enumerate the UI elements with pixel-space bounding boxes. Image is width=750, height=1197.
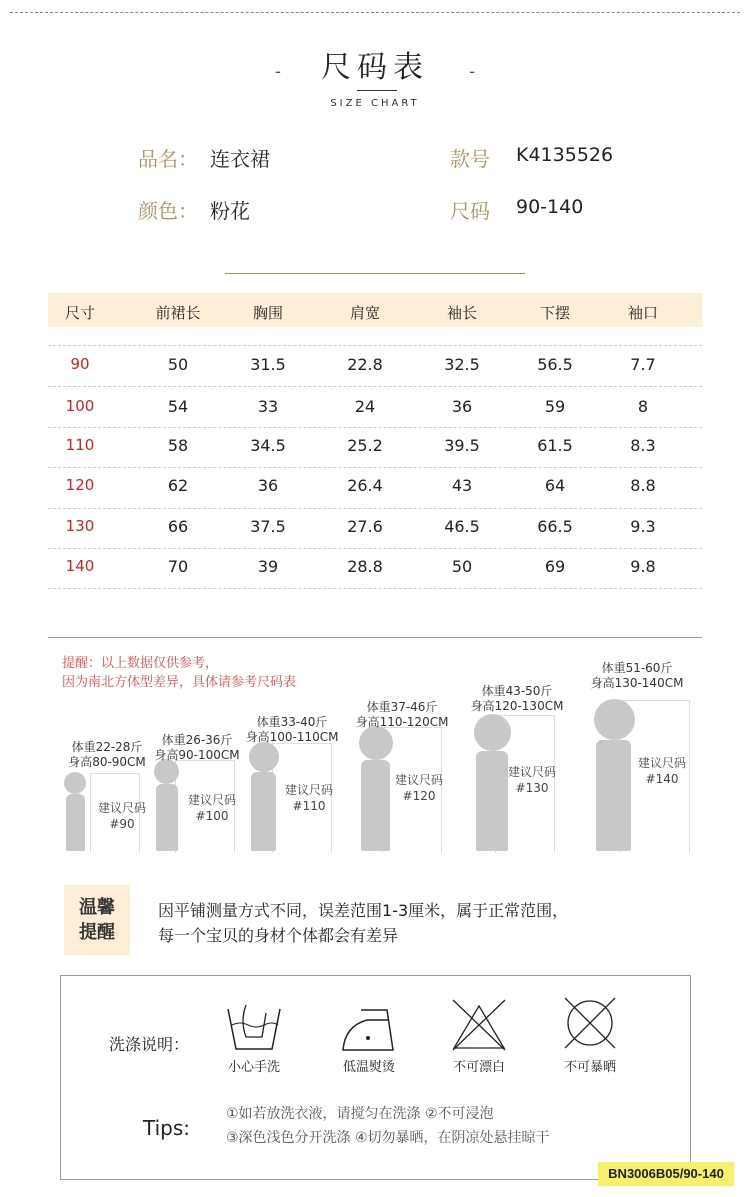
table-cell: 64 xyxy=(544,476,566,495)
height-range: 身高110-120CM xyxy=(355,715,449,729)
reminder-line: 因为南北方体型差异，具体请参考尺码表 xyxy=(62,675,297,690)
suggest-size: #120 xyxy=(402,788,436,803)
style-value: K4135526 xyxy=(516,144,614,166)
page-title xyxy=(0,42,750,86)
column-header: 尺寸 xyxy=(64,304,95,322)
row-separator xyxy=(48,386,702,387)
height-range: 身高90-100CM xyxy=(154,748,240,762)
child-silhouette-body xyxy=(66,794,85,851)
table-cell: 9.3 xyxy=(630,517,656,536)
height-range: 身高80-90CM xyxy=(68,755,146,769)
suggest-label: 建议尺码 xyxy=(187,793,236,808)
height-range: 身高120-130CM xyxy=(470,699,564,713)
size-cell: 100 xyxy=(65,397,95,415)
figure-stats xyxy=(347,700,457,730)
table-cell: 37.5 xyxy=(250,517,286,536)
column-header: 袖长 xyxy=(446,304,477,322)
care-label: 洗涤说明： xyxy=(109,1035,190,1054)
warm-label-line: 温馨 xyxy=(79,897,115,918)
suggested-size xyxy=(274,782,344,814)
weight-range: 体重43-50斤 xyxy=(481,684,553,698)
care-icon-label: 低温熨烫 xyxy=(342,1060,395,1075)
reminder-line: 提醒：以上数据仅供参考， xyxy=(62,656,219,671)
suggested-size xyxy=(622,755,702,787)
no-sun-dry-icon xyxy=(563,996,617,1050)
column-header: 前裙长 xyxy=(155,304,201,322)
table-cell: 8.8 xyxy=(630,476,656,495)
table-cell: 58 xyxy=(167,436,189,455)
figure-stats xyxy=(462,684,572,714)
row-separator xyxy=(48,345,702,346)
table-cell: 70 xyxy=(167,557,189,576)
child-silhouette-head xyxy=(359,726,393,760)
table-cell: 24 xyxy=(354,397,376,416)
suggest-size: #100 xyxy=(195,809,229,824)
height-range: 身高130-140CM xyxy=(590,676,684,690)
style-label: 款号 xyxy=(450,147,490,171)
top-divider xyxy=(10,12,740,13)
suggest-label: 建议尺码 xyxy=(284,782,333,797)
warm-reminder-text xyxy=(158,898,568,948)
title-underline xyxy=(357,90,397,91)
warm-line: 因平铺测量方式不同，误差范围1-3厘米，属于正常范围， xyxy=(158,901,569,920)
column-header: 下摆 xyxy=(539,304,570,322)
warm-line: 每一个宝贝的身材个体都会有差异 xyxy=(158,926,399,945)
table-cell: 36 xyxy=(257,476,279,495)
size-cell: 110 xyxy=(65,436,95,454)
table-cell: 61.5 xyxy=(537,436,573,455)
title-dash: - xyxy=(274,61,281,82)
table-cell: 39.5 xyxy=(444,436,480,455)
height-range: 身高100-110CM xyxy=(245,730,339,744)
row-separator xyxy=(48,508,702,509)
table-cell: 9.8 xyxy=(630,557,656,576)
table-cell: 50 xyxy=(167,355,189,374)
weight-range: 体重37-46斤 xyxy=(366,700,438,714)
child-silhouette-body xyxy=(251,772,276,851)
warm-label-line: 提醒 xyxy=(79,922,115,943)
size-cell: 120 xyxy=(65,476,95,494)
figure-stats xyxy=(142,733,252,763)
no-bleach-icon xyxy=(451,998,507,1052)
table-cell: 28.8 xyxy=(347,557,383,576)
product-code-sticker: BN3006B05/90-140 xyxy=(598,1162,734,1186)
child-silhouette-head xyxy=(594,699,635,740)
table-cell: 66.5 xyxy=(537,517,573,536)
name-value: 连衣裙 xyxy=(210,147,270,171)
divider xyxy=(225,273,525,274)
row-separator xyxy=(48,588,702,589)
warm-reminder-label xyxy=(64,885,130,955)
care-icon-label: 不可漂白 xyxy=(452,1060,505,1075)
suggest-size: #130 xyxy=(515,781,549,796)
table-bottom-line xyxy=(48,637,702,638)
child-silhouette-head xyxy=(249,742,279,772)
table-cell: 59 xyxy=(544,397,566,416)
hand-wash-icon xyxy=(226,1001,282,1053)
table-cell: 66 xyxy=(167,517,189,536)
suggest-label: 建议尺码 xyxy=(637,756,686,771)
weight-range: 体重33-40斤 xyxy=(256,715,328,729)
table-cell: 62 xyxy=(167,476,189,495)
tips-text xyxy=(226,1102,550,1150)
table-cell: 22.8 xyxy=(347,355,383,374)
table-cell: 8 xyxy=(637,397,649,416)
tip-line: ①如若放洗衣液，请搅匀在洗涤 ②不可浸泡 xyxy=(226,1106,494,1122)
column-header: 肩宽 xyxy=(349,304,380,322)
table-cell: 7.7 xyxy=(630,355,656,374)
suggested-size xyxy=(177,792,247,824)
size-value: 90-140 xyxy=(516,196,584,218)
child-silhouette-body xyxy=(156,784,178,851)
care-box xyxy=(60,975,691,1180)
suggest-size: #110 xyxy=(292,798,326,813)
low-iron-icon xyxy=(341,1006,397,1052)
column-header: 胸围 xyxy=(252,304,283,322)
table-cell: 32.5 xyxy=(444,355,480,374)
table-cell: 27.6 xyxy=(347,517,383,536)
table-cell: 25.2 xyxy=(347,436,383,455)
size-cell: 90 xyxy=(70,355,90,373)
row-separator xyxy=(48,467,702,468)
color-value: 粉花 xyxy=(210,199,250,223)
table-cell: 34.5 xyxy=(250,436,286,455)
reminder-note xyxy=(62,654,296,692)
suggested-size xyxy=(497,764,567,796)
size-label: 尺码 xyxy=(450,199,490,223)
suggest-label: 建议尺码 xyxy=(507,765,556,780)
table-cell: 39 xyxy=(257,557,279,576)
weight-range: 体重26-36斤 xyxy=(161,733,233,747)
color-label: 颜色： xyxy=(138,199,198,223)
table-cell: 8.3 xyxy=(630,436,656,455)
figure-stats xyxy=(237,715,347,745)
figure-stats xyxy=(582,661,692,691)
suggest-size: #90 xyxy=(109,817,135,832)
suggest-label: 建议尺码 xyxy=(394,772,443,787)
table-cell: 36 xyxy=(451,397,473,416)
table-cell: 26.4 xyxy=(347,476,383,495)
table-cell: 46.5 xyxy=(444,517,480,536)
size-cell: 130 xyxy=(65,517,95,535)
weight-range: 体重51-60斤 xyxy=(601,661,673,675)
table-cell: 69 xyxy=(544,557,566,576)
suggested-size xyxy=(384,772,454,804)
row-separator xyxy=(48,427,702,428)
column-header: 袖口 xyxy=(627,304,658,322)
suggest-label: 建议尺码 xyxy=(97,801,146,816)
weight-range: 体重22-28斤 xyxy=(71,740,143,754)
table-cell: 50 xyxy=(451,557,473,576)
table-cell: 54 xyxy=(167,397,189,416)
name-label: 品名： xyxy=(138,147,198,171)
tip-line: ③深色浅色分开洗涤 ④切勿暴晒，在阴凉处悬挂晾干 xyxy=(226,1130,550,1146)
table-cell: 33 xyxy=(257,397,279,416)
child-silhouette-head xyxy=(64,772,86,794)
care-icon-label: 不可暴晒 xyxy=(563,1060,616,1075)
table-cell: 56.5 xyxy=(537,355,573,374)
suggest-size: #140 xyxy=(645,772,679,787)
tips-label: Tips: xyxy=(143,1116,191,1140)
suggested-size xyxy=(92,800,152,832)
subtitle: SIZE CHART xyxy=(330,98,420,109)
title-dash: - xyxy=(469,61,476,82)
care-icon-label: 小心手洗 xyxy=(227,1060,280,1075)
size-cell: 140 xyxy=(65,557,95,575)
table-cell: 31.5 xyxy=(250,355,286,374)
table-cell: 43 xyxy=(451,476,473,495)
row-separator xyxy=(48,548,702,549)
title-text: 尺码表 xyxy=(321,50,429,85)
